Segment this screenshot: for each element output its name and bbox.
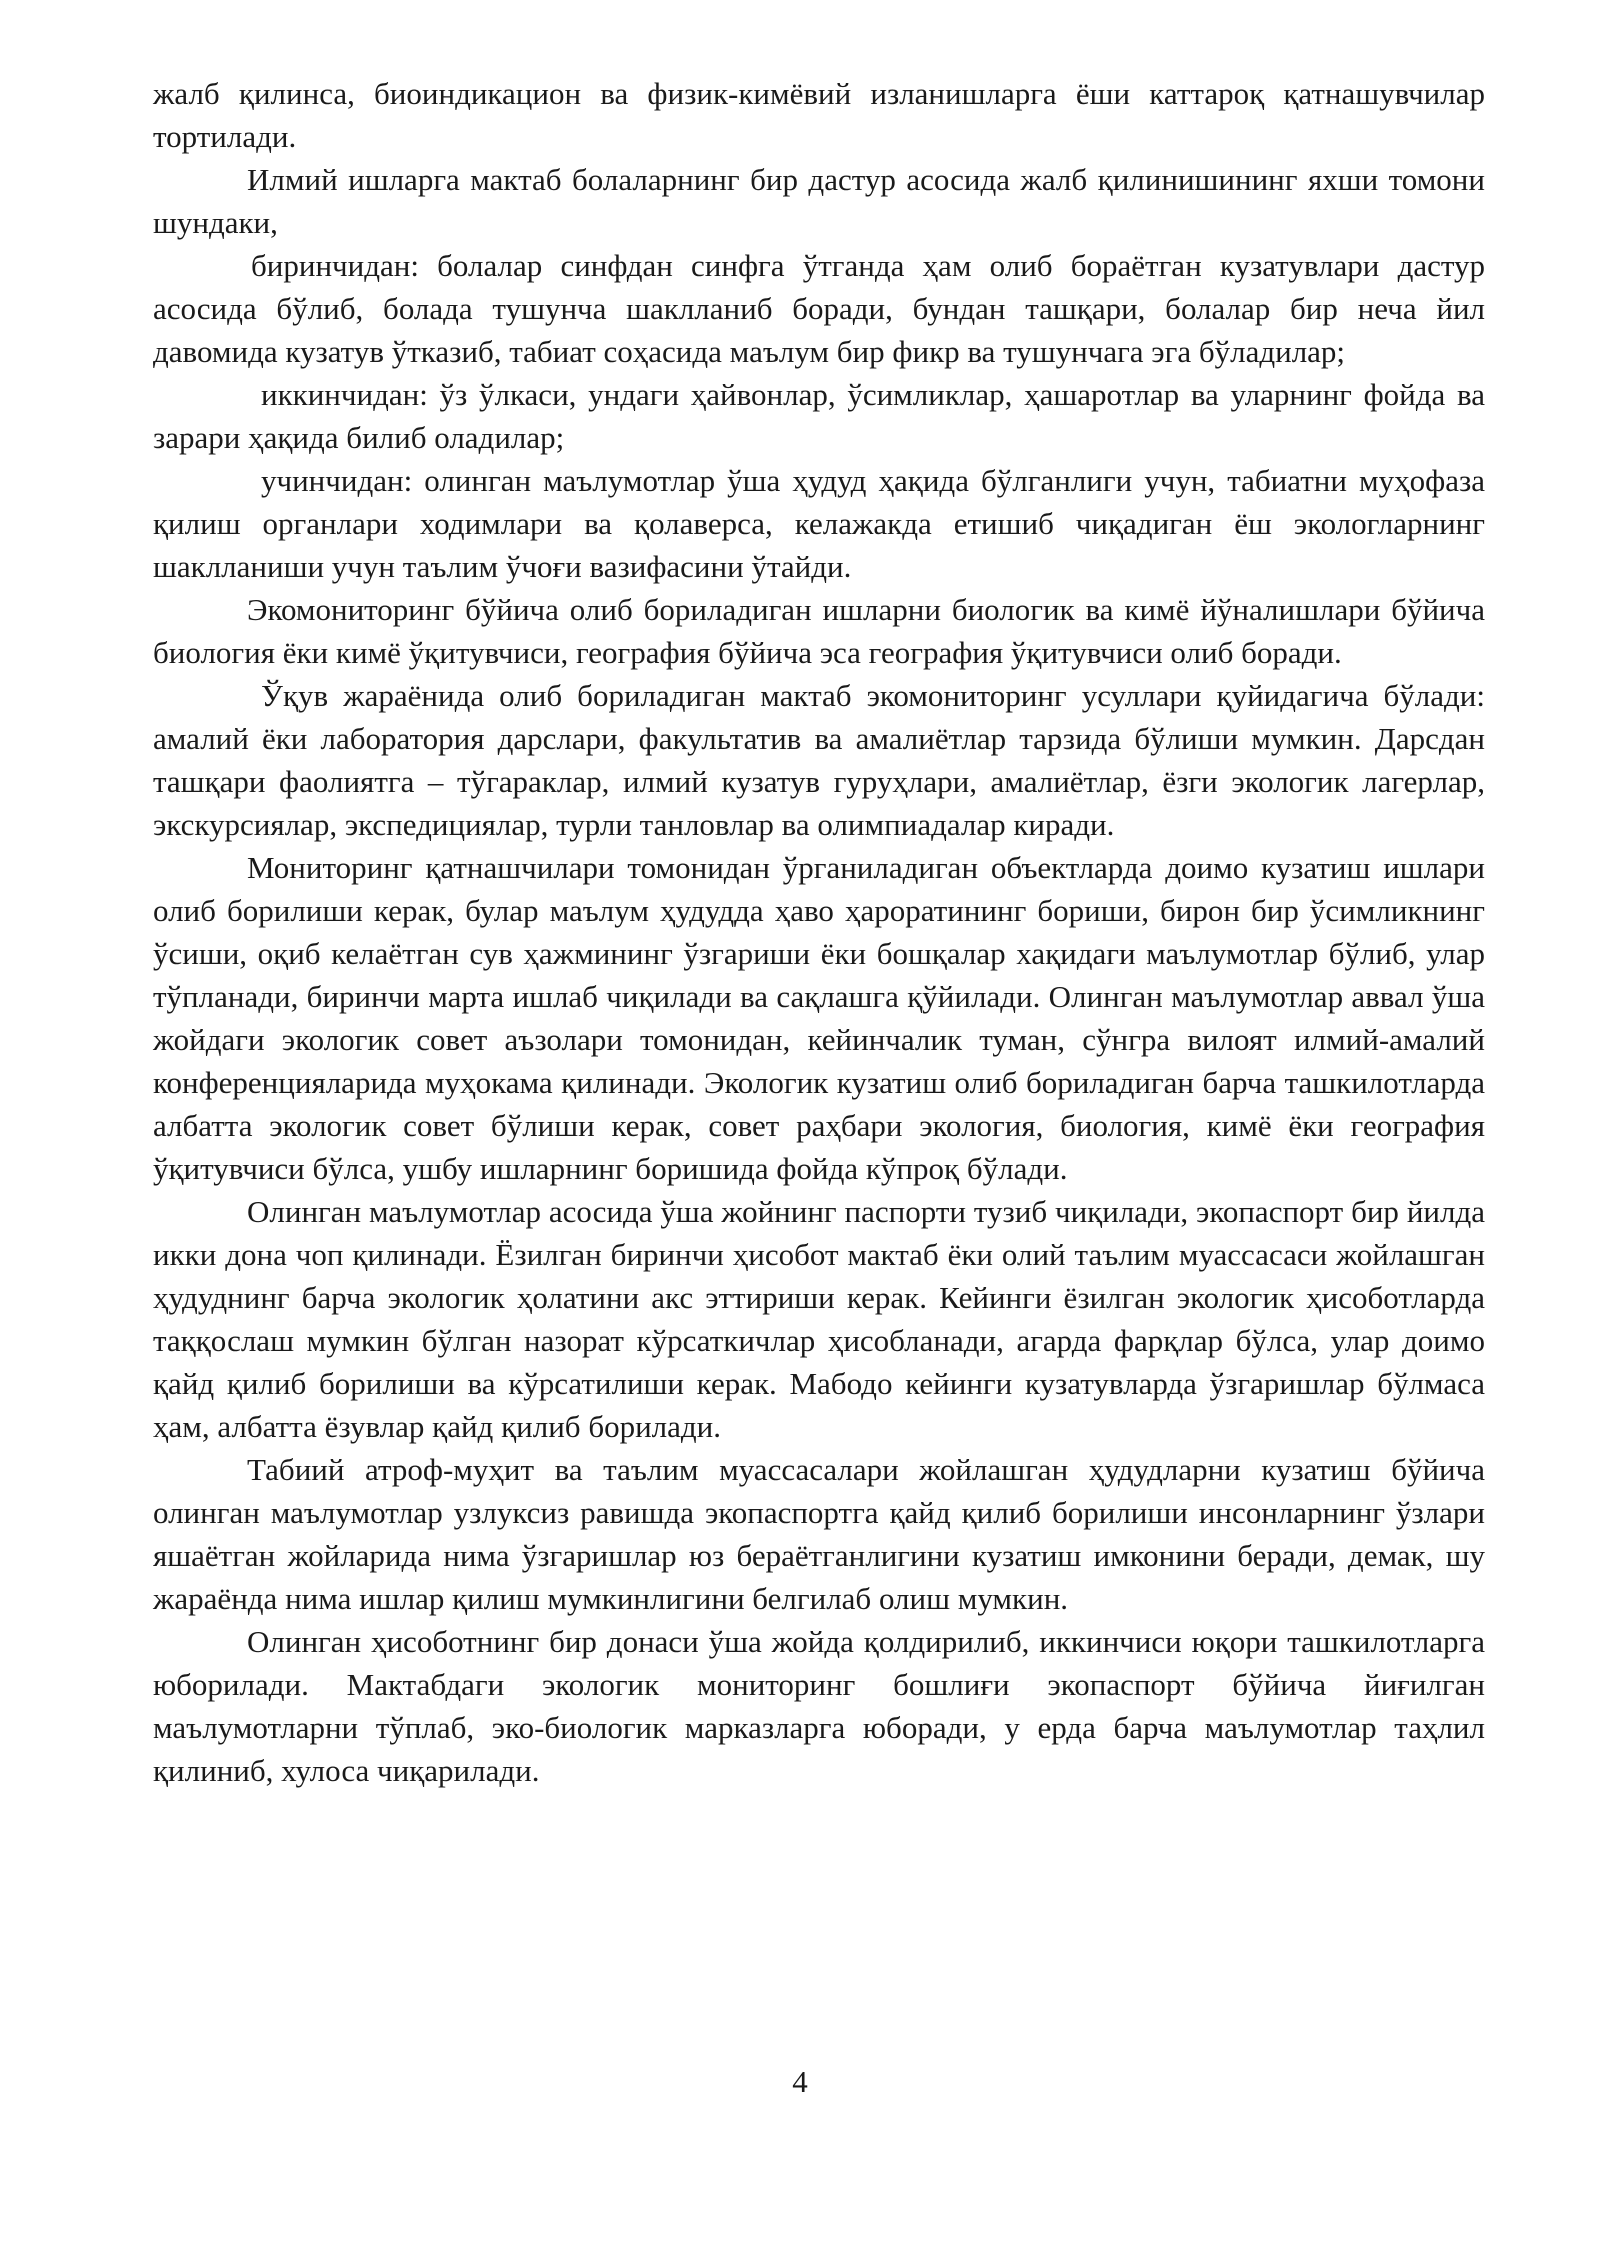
paragraph-monitoring-participants: Мониторинг қатнашчилари томонидан ўрганиладиган объектларда доимо кузатиш ишлари олиб борилиши керак, булар маълум ҳудудда ҳаво ҳароратининг бориши, бирон бир ўсимликнинг ўсиши, оқиб келаётган сув ҳажмининг ўзгариши ёки бошқалар хақидаги маълумотлар бўлиб, улар тўпланади, биринчи марта ишлаб чиқилади ва сақлашга қўйилади. Олинган маълумотлар аввал ўша жойдаги экологик совет аъзолари томонидан, кейинчалик туман, сўнгра вилоят илмий-амалий конференцияларида муҳокама қилинади. Экологик кузатиш олиб бориладиган барча ташкилотларда албатта экологик совет бўлиши керак, совет раҳбари экология, биология, кимё ёки география ўқитувчиси бўлса, ушбу ишларнинг боришида фойда кўпроқ бўлади. — [153, 850, 1485, 1186]
page-number: 4 — [792, 2064, 808, 2099]
paragraph-ecopassport: Олинган маълумотлар асосида ўша жойнинг паспорти тузиб чиқилади, экопаспорт бир йилда икки дона чоп қилинади. Ёзилган биринчи ҳисобот мактаб ёки олий таълим муассасаси жойлашган ҳудуднинг барча экологик ҳолатини акс эттириши керак. Кейинги ёзилган экологик ҳисоботларда таққослаш мумкин бўлган назорат кўрсаткичлар ҳисобланади, агарда фарқлар бўлса, улар доимо қайд қилиб борилиши ва кўрсатилиши керак. Мабодо кейинги кузатувларда ўзгаришлар бўлмаса ҳам, албатта ёзувлар қайд қилиб борилади. — [153, 1194, 1485, 1444]
paragraph-intro: Илмий ишларга мактаб болаларнинг бир дастур асосида жалб қилинишининг яхши томони шундаки, — [153, 162, 1485, 240]
paragraph-third-point: учинчидан: олинган маълумотлар ўша ҳудуд ҳақида бўлганлиги учун, табиатни муҳофаза қилиш органлари ходимлари ва қолаверса, келажакда етишиб чиқадиган ёш экологларнинг шаклланиши учун таълим ўчоғи вазифасини ўтайди. — [153, 463, 1485, 584]
paragraph-first-point: биринчидан: болалар синфдан синфга ўтганда ҳам олиб бораётган кузатувлари дастур асосида бўлиб, болада тушунча шаклланиб боради, бундан ташқари, болалар бир неча йил давомида кузатув ўтказиб, табиат соҳасида маълум бир фикр ва тушунчага эга бўладилар; — [153, 248, 1485, 369]
paragraph-environment-observation: Табиий атроф-муҳит ва таълим муассасалари жойлашган ҳудудларни кузатиш бўйича олинган маълумотлар узлуксиз равишда экопаспортга қайд қилиб борилиши инсонларнинг ўзлари яшаётган жойларида нима ўзгаришлар юз бераётганлигини кузатиш имконини беради, демак, шу жараёнда нима ишлар қилиш мумкинлигини белгилаб олиш мумкин. — [153, 1452, 1485, 1616]
paragraph-continuation: жалб қилинса, биоиндикацион ва физик-кимёвий изланишларга ёши каттароқ қатнашувчилар тортилади. — [153, 76, 1485, 154]
paragraph-report-copies: Олинган ҳисоботнинг бир донаси ўша жойда қолдирилиб, иккинчиси юқори ташкилотларга юборилади. Мактабдаги экологик мониторинг бошлиғи экопаспорт бўйича йиғилган маълумотларни тўплаб, эко-биологик марказларга юборади, у ерда барча маълумотлар таҳлил қилиниб, хулоса чиқарилади. — [153, 1624, 1485, 1788]
paragraph-ecomonitoring-teachers: Экомониторинг бўйича олиб бориладиган ишларни биологик ва кимё йўналишлари бўйича биология ёки кимё ўқитувчиси, география бўйича эса география ўқитувчиси олиб боради. — [153, 592, 1485, 670]
paragraph-second-point: иккинчидан: ўз ўлкаси, ундаги ҳайвонлар, ўсимликлар, ҳашаротлар ва уларнинг фойда ва зарари ҳақида билиб оладилар; — [153, 377, 1485, 455]
document-body — [153, 72, 1485, 1792]
paragraph-teaching-methods: Ўқув жараёнида олиб бориладиган мактаб экомониторинг усуллари қуйидагича бўлади: амалий ёки лаборатория дарслари, факультатив ва амалиётлар тарзида бўлиши мумкин. Дарсдан ташқари фаолиятга – тўгараклар, илмий кузатув гуруҳлари, амалиётлар, ёзги экологик лагерлар, экскурсиялар, экспедициялар, турли танловлар ва олимпиадалар киради. — [153, 678, 1485, 842]
